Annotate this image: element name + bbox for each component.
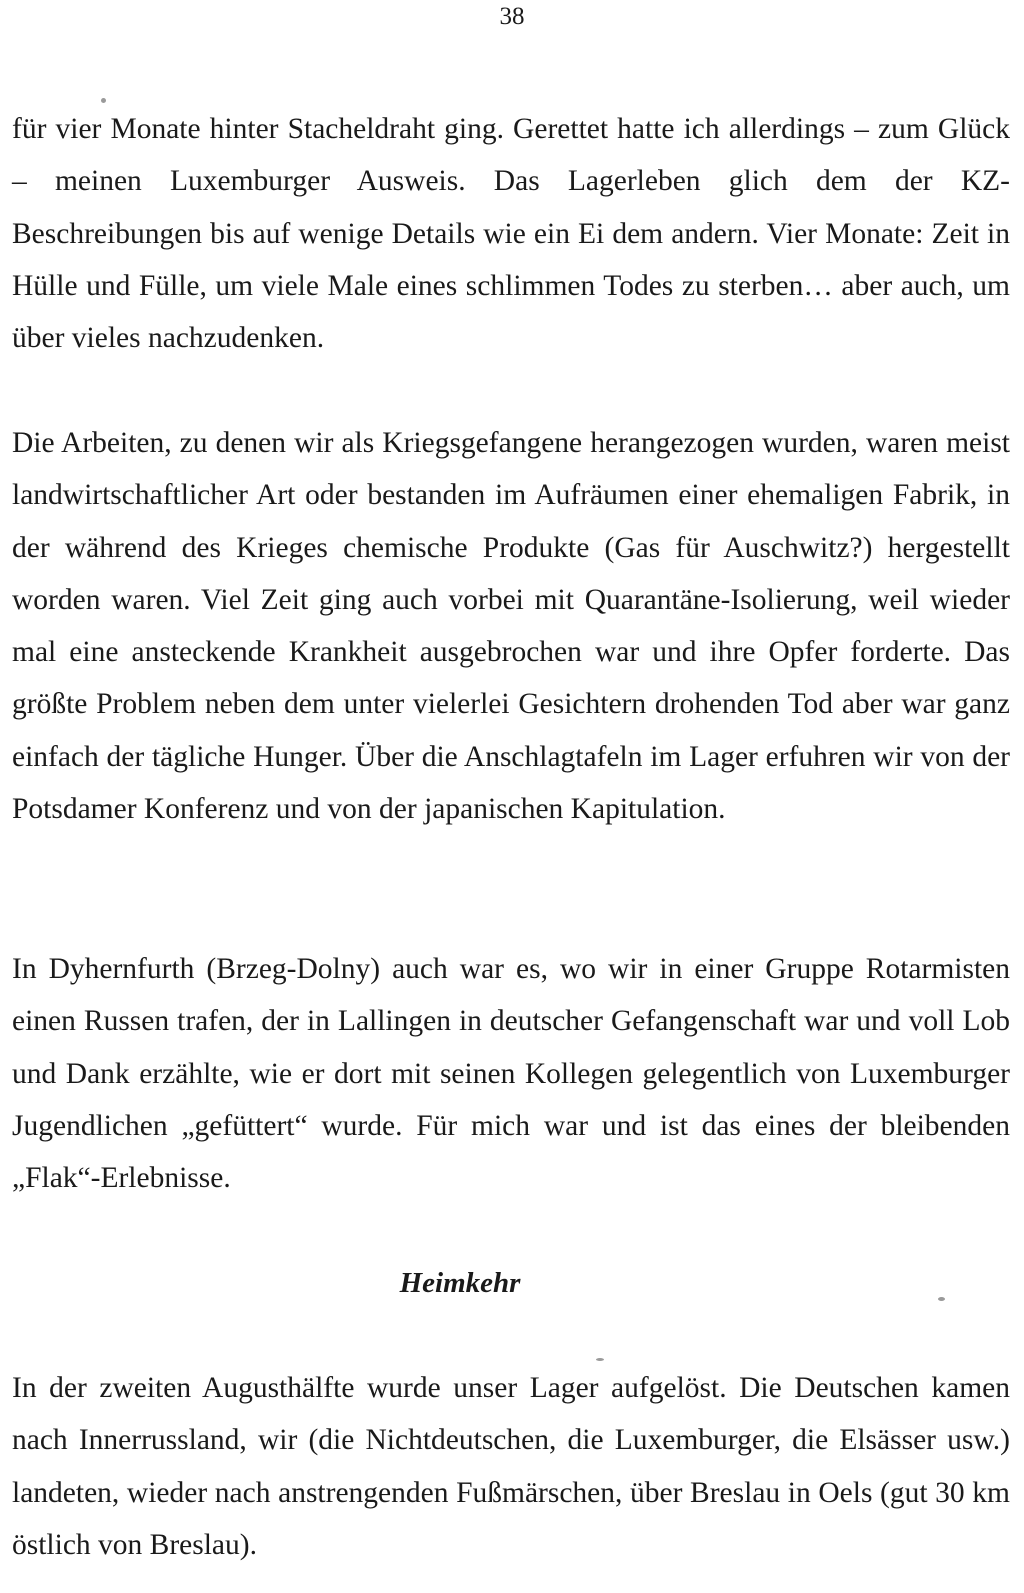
scan-speck bbox=[101, 98, 106, 103]
scan-speck bbox=[596, 1358, 604, 1361]
paragraph-camp-dissolved: In der zweiten Augusthälfte wurde unser Lager aufgelöst. Die Deutschen kamen nach Innerrussland, wir (die Nichtdeutschen, die Luxemburger, die Elsässer usw.) landeten, wieder nach anstrengenden Fußmärschen, über Breslau in Oels (gut 30 km östlich von Breslau). bbox=[12, 1372, 1010, 1561]
paragraph-work-and-hunger: Die Arbeiten, zu denen wir als Kriegsgefangene herangezogen wurden, waren meist landwirtschaftlicher Art oder bestanden im Aufräumen einer ehemaligen Fabrik, in der während des Krieges chemische Produkte (Gas für Auschwitz?) hergestellt worden waren. Viel Zeit ging auch vorbei mit Quarantäne-Isolierung, weil wieder mal eine ansteckende Krankheit ausgebrochen war und ihre Opfer forderte. Das größte Problem neben dem unter vielerlei Gesichtern drohenden Tod aber war ganz einfach der tägliche Hunger. Über die Anschlagtafeln im Lager erfuhren wir von der Potsdamer Konferenz und von der japanischen Kapitulation. bbox=[12, 427, 1010, 826]
paragraph-camp-life: für vier Monate hinter Stacheldraht ging. Gerettet hatte ich allerdings – zum Glück – meinen Luxemburger Ausweis. Das Lagerleben glich dem der KZ-Beschreibungen bis auf wenige Details wie ein Ei dem andern. Vier Monate: Zeit in Hülle und Fülle, um viele Male eines schlimmen Todes zu sterben… aber auch, um über vieles nachzudenken. bbox=[12, 113, 1010, 355]
scan-speck bbox=[938, 1297, 945, 1301]
section-heading: Heimkehr bbox=[399, 1267, 521, 1299]
page-number: 38 bbox=[499, 3, 525, 30]
paragraph-dyhernfurth: In Dyhernfurth (Brzeg-Dolny) auch war es, wo wir in einer Gruppe Rotarmisten einen Russen trafen, der in Lallingen in deutscher Gefangenschaft war und voll Lob und Dank erzählte, wie er dort mit seinen Kollegen gelegentlich von Luxemburger Jugendlichen „gefüttert“ wurde. Für mich war und ist das eines der bleibenden „Flak“-Erlebnisse. bbox=[12, 953, 1010, 1195]
